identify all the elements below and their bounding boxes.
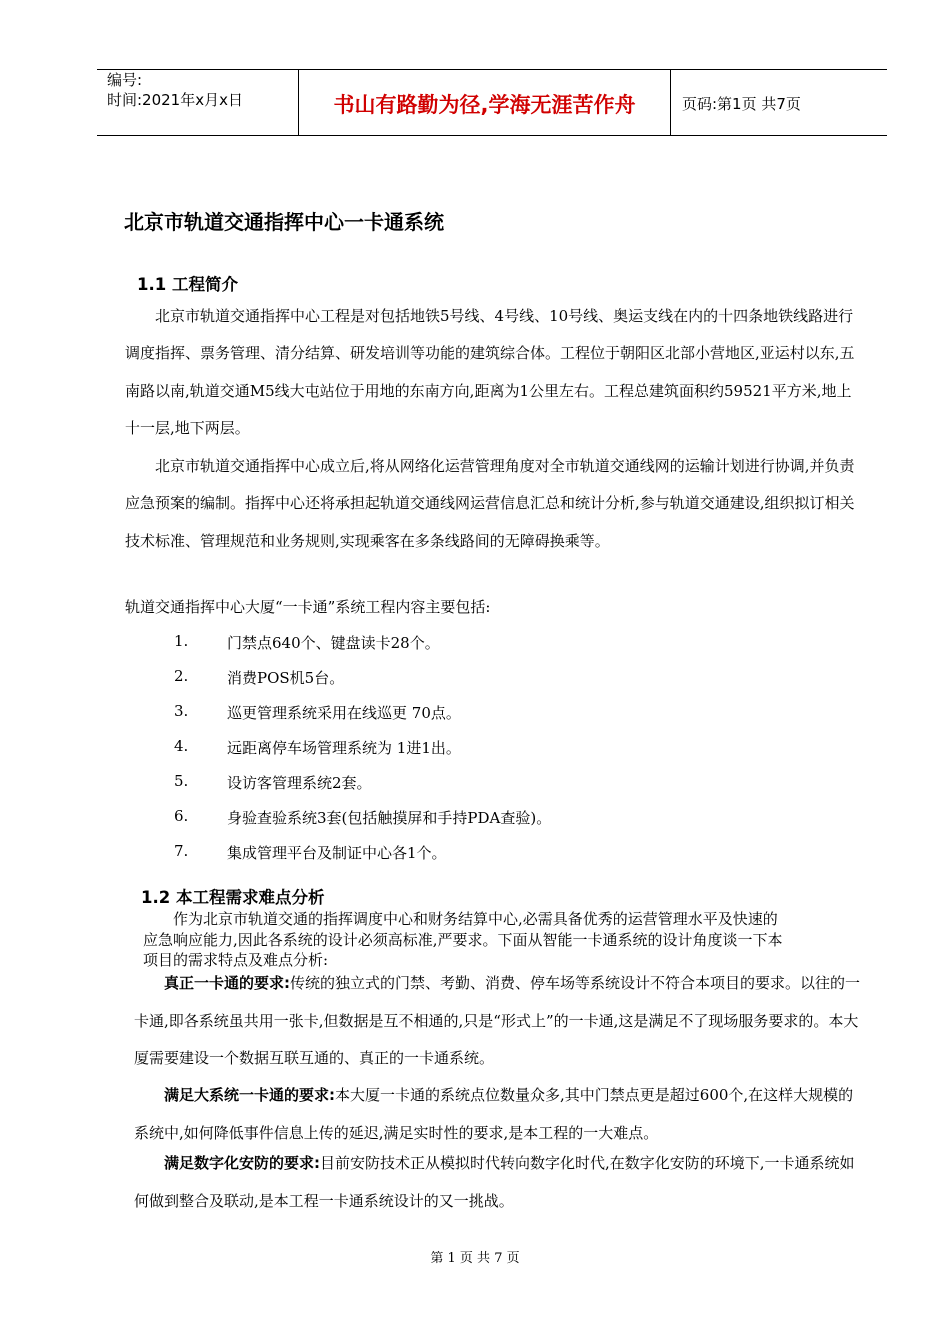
list-number: 1.: [174, 632, 189, 650]
scope-list: [0, 624, 950, 869]
list-item: [0, 659, 950, 694]
list-text: 身验查验系统3套(包括触摸屏和手持PDA查验)。: [227, 809, 552, 827]
header-motto: 书山有路勤为径,学海无涯苦作舟: [333, 93, 636, 117]
list-item: [0, 694, 950, 729]
paragraph: 作为北京市轨道交通的指挥调度中心和财务结算中心,必需具备优秀的运营管理水平及快速的应急响应能力,因此各系统的设计必须高标准,严要求。下面从智能一卡通系统的设计角度谈一下本项目的需求特点及难点分析:: [143, 910, 783, 969]
list-text: 集成管理平台及制证中心各1个。: [227, 844, 447, 862]
list-text: 远距离停车场管理系统为 1进1出。: [227, 739, 461, 757]
requirement-paragraph: [134, 965, 864, 1078]
list-number: 2.: [174, 667, 189, 685]
section-heading: 1.2 本工程需求难点分析: [141, 888, 325, 907]
header-meta: [107, 70, 243, 110]
header-divider: [670, 69, 671, 136]
list-text: 设访客管理系统2套。: [227, 774, 372, 792]
requirement-lead: 满足大系统一卡通的要求:: [164, 1086, 335, 1104]
paragraph: 北京市轨道交通指挥中心工程是对包括地铁5号线、4号线、10号线、奥运支线在内的十四条地铁线路进行调度指挥、票务管理、清分结算、研发培训等功能的建筑综合体。工程位于朝阳区北部小营地区,亚运村以东,五南路以南,轨道交通M5线大屯站位于用地的东南方向,距离为1公里左右。工程总建筑面积约59521平方米,地上十一层,地下两层。: [125, 307, 855, 437]
list-text: 消费POS机5台。: [227, 669, 345, 687]
list-number: 3.: [174, 702, 189, 720]
list-item: [0, 729, 950, 764]
list-item: [0, 764, 950, 799]
list-item: [0, 834, 950, 869]
list-number: 4.: [174, 737, 189, 755]
list-intro: 轨道交通指挥中心大厦“一卡通”系统工程内容主要包括:: [125, 598, 491, 616]
section-heading: 1.1 工程简介: [137, 275, 238, 294]
list-item: [0, 799, 950, 834]
list-text: 门禁点640个、键盘读卡28个。: [227, 634, 440, 652]
requirement-paragraph: [134, 1145, 864, 1220]
requirement-lead: 真正一卡通的要求:: [164, 974, 290, 992]
paragraph: 北京市轨道交通指挥中心成立后,将从网络化运营管理角度对全市轨道交通线网的运输计划进行协调,并负责应急预案的编制。指挥中心还将承担起轨道交通线网运营信息汇总和统计分析,参与轨道交通建设,组织拟订相关技术标准、管理规范和业务规则,实现乘客在多条线路间的无障碍换乘等。: [125, 457, 855, 550]
header-page-number: 页码:第1页 共7页: [682, 95, 801, 113]
list-text: 巡更管理系统采用在线巡更 70点。: [227, 704, 461, 722]
requirement-text: 目前安防技术正从模拟时代转向数字化时代,在数字化安防的环境下,一卡通系统如何做到整合及联动,是本工程一卡通系统设计的又一挑战。: [134, 1154, 855, 1210]
time-label: 时间:2021年x月x日: [107, 91, 243, 109]
list-number: 5.: [174, 772, 189, 790]
requirement-lead: 满足数字化安防的要求:: [164, 1154, 320, 1172]
requirement-text: 传统的独立式的门禁、考勤、消费、停车场等系统设计不符合本项目的要求。以往的一卡通,即各系统虽共用一张卡,但数据是互不相通的,只是“形式上”的一卡通,这是满足不了现场服务要求的。本大厦需要建设一个数据互联互通的、真正的一卡通系统。: [134, 974, 861, 1067]
list-item: [0, 624, 950, 659]
header-bottom-rule: [97, 135, 887, 136]
list-number: 6.: [174, 807, 189, 825]
requirement-text: 本大厦一卡通的系统点位数量众多,其中门禁点更是超过600个,在这样大规模的系统中,如何降低事件信息上传的延迟,满足实时性的要求,是本工程的一大难点。: [134, 1086, 854, 1142]
list-number: 7.: [174, 842, 189, 860]
document-title: 北京市轨道交通指挥中心一卡通系统: [124, 210, 444, 234]
serial-label: 编号:: [107, 71, 143, 89]
page-footer: 第 1 页 共 7 页: [430, 1251, 520, 1266]
requirement-paragraph: [134, 1077, 864, 1152]
